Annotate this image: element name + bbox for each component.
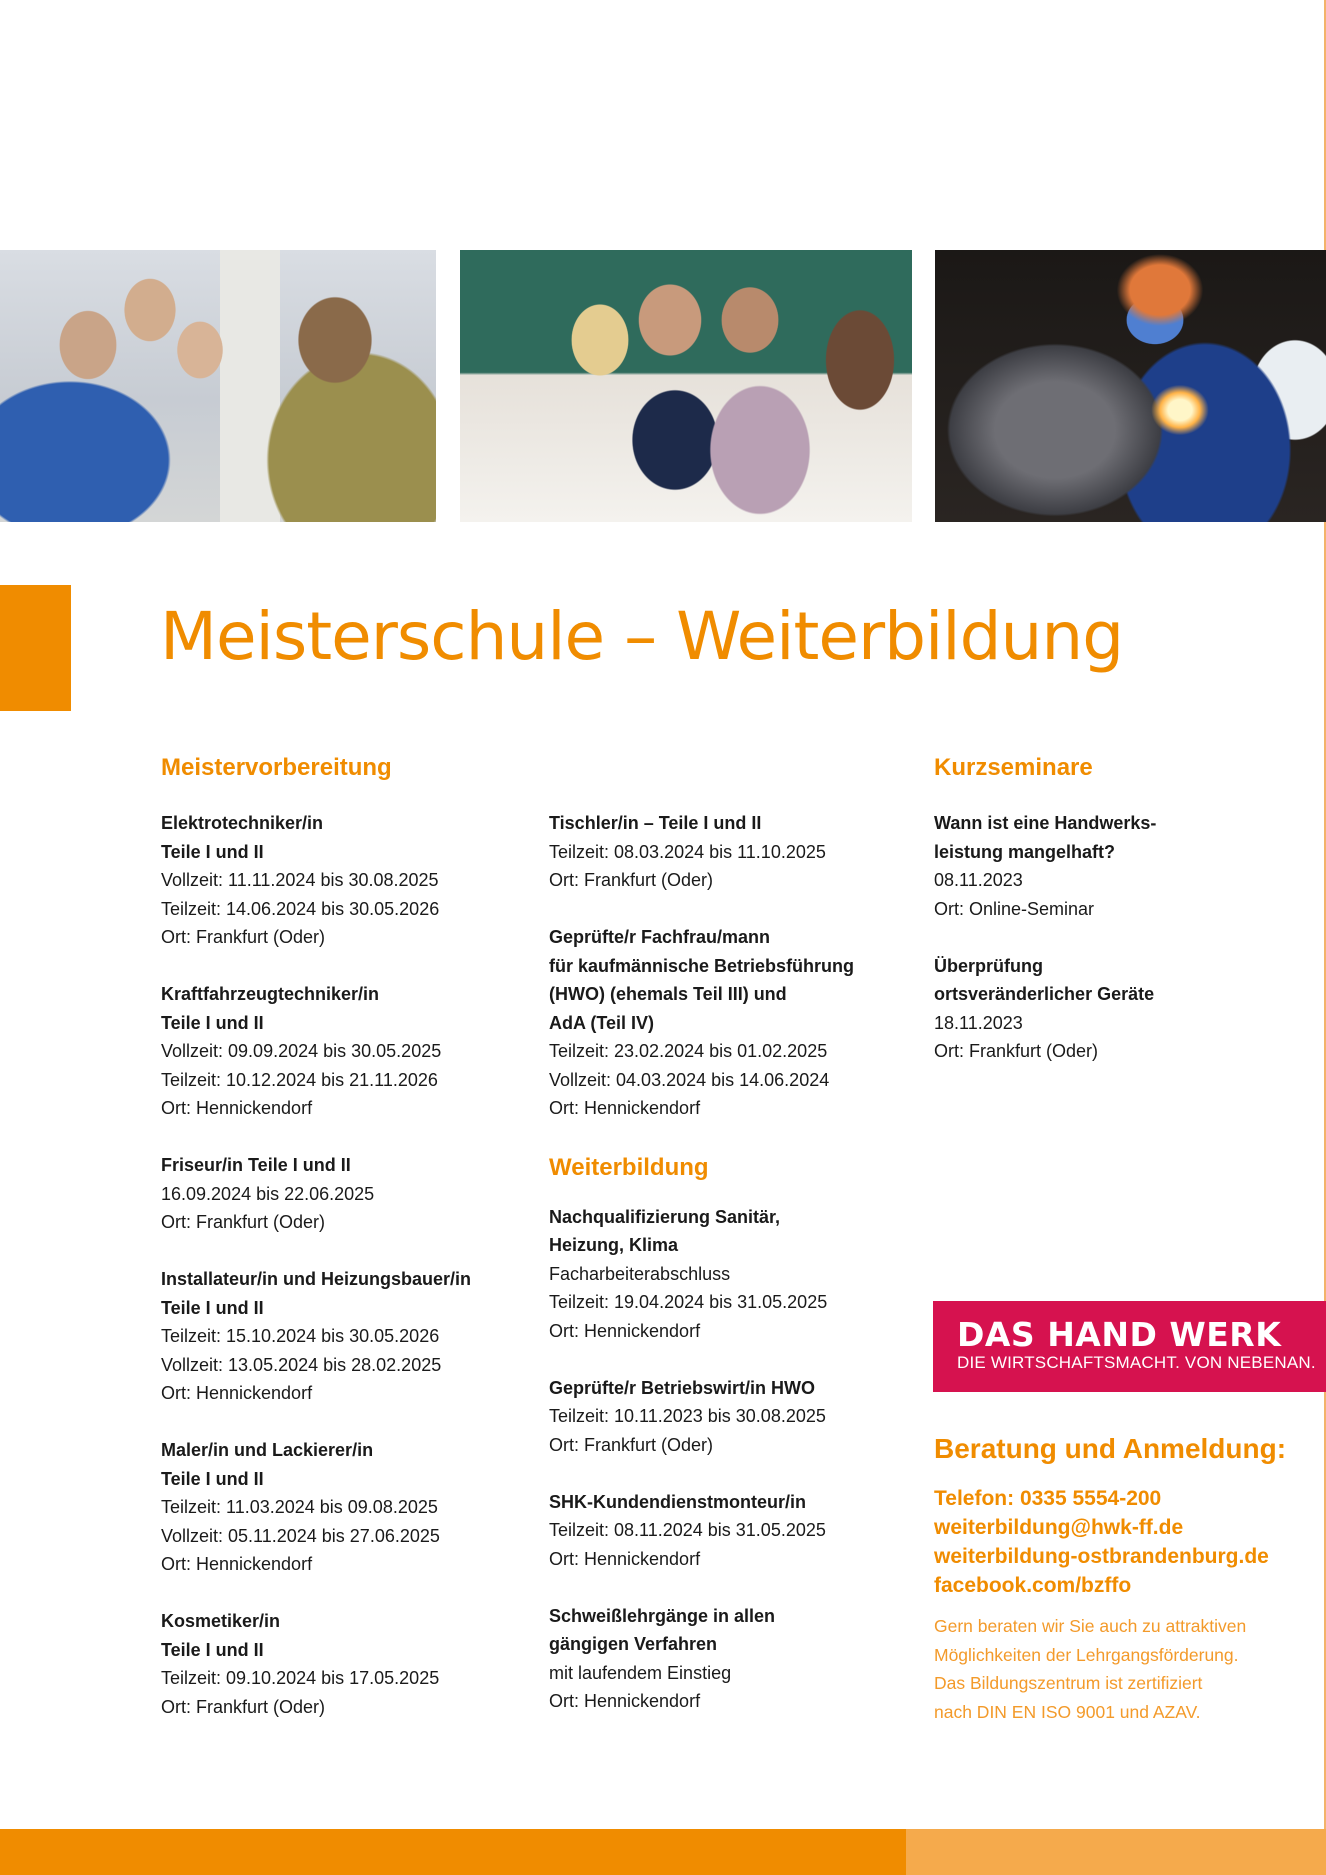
website-link[interactable]: weiterbildung-ostbrandenburg.de	[934, 1545, 1269, 1568]
note-line: Möglichkeiten der Lehrgangsförderung.	[934, 1644, 1239, 1665]
course-item	[161, 1151, 521, 1237]
course-schedule: Teilzeit: 19.04.2024 bis 31.05.2025	[549, 1292, 828, 1312]
accent-block	[0, 585, 71, 711]
course-location: Ort: Frankfurt (Oder)	[161, 927, 326, 947]
course-location: Ort: Frankfurt (Oder)	[161, 1212, 326, 1232]
course-title: Teile I und II	[161, 841, 264, 862]
course-item	[549, 1203, 909, 1346]
footer-bar-light	[906, 1829, 1326, 1875]
course-location: Ort: Frankfurt (Oder)	[549, 1434, 714, 1455]
course-schedule: Teilzeit: 10.11.2023 bis 30.08.2025	[549, 1406, 826, 1426]
course-schedule: Vollzeit: 13.05.2024 bis 28.02.2025	[161, 1354, 442, 1375]
page-title: Meisterschule – Weiterbildung	[160, 598, 1124, 675]
course-item	[161, 809, 521, 952]
course-title: gängigen Verfahren	[549, 1634, 718, 1654]
course-location: Ort: Frankfurt (Oder)	[161, 1696, 326, 1717]
course-item	[549, 1374, 909, 1460]
course-item	[161, 980, 521, 1123]
facebook-link[interactable]: facebook.com/bzffo	[934, 1574, 1132, 1597]
course-schedule: Vollzeit: 04.03.2024 bis 14.06.2024	[549, 1069, 830, 1090]
brand-main-text: DAS HAND WERK	[957, 1315, 1282, 1354]
phone-link[interactable]: Telefon: 0335 5554-200	[934, 1487, 1162, 1510]
course-date: 08.11.2023	[934, 870, 1023, 890]
course-title: Überprüfung	[934, 955, 1043, 976]
course-title: Heizung, Klima	[549, 1235, 679, 1255]
course-title: ortsveränderlicher Geräte	[934, 984, 1155, 1004]
footer-bar-dark	[0, 1829, 906, 1875]
course-schedule: Vollzeit: 09.09.2024 bis 30.05.2025	[161, 1041, 442, 1061]
course-qualification: Facharbeiterabschluss	[549, 1263, 731, 1284]
course-location: Ort: Hennickendorf	[549, 1691, 701, 1711]
course-location: Ort: Hennickendorf	[549, 1098, 701, 1118]
course-title: AdA (Teil IV)	[549, 1012, 654, 1033]
brand-slogan: DIE WIRTSCHAFTSMACHT. VON NEBENAN.	[957, 1353, 1316, 1372]
note-line: nach DIN EN ISO 9001 und AZAV.	[934, 1701, 1201, 1722]
course-title: Teile I und II	[161, 1012, 264, 1033]
course-schedule: Teilzeit: 08.11.2024 bis 31.05.2025	[549, 1520, 826, 1540]
course-location: Ort: Hennickendorf	[549, 1548, 701, 1569]
course-schedule: Teilzeit: 08.03.2024 bis 11.10.2025	[549, 841, 826, 862]
course-item	[161, 1436, 521, 1579]
course-title: Geprüfte/r Betriebswirt/in HWO	[549, 1377, 816, 1398]
das-handwerk-logo	[933, 1301, 1326, 1392]
course-item	[549, 1488, 909, 1574]
course-title: Tischler/in – Teile I und II	[549, 813, 762, 833]
course-title: Maler/in und Lackierer/in	[161, 1440, 374, 1460]
course-location: Ort: Online-Seminar	[934, 898, 1095, 919]
contact-section	[934, 1432, 1326, 1726]
course-title: Wann ist eine Handwerks-	[934, 813, 1157, 833]
course-title: Nachqualifizierung Sanitär,	[549, 1206, 781, 1227]
section-heading-weiterbildung: Weiterbildung	[549, 1153, 709, 1181]
course-location: Ort: Hennickendorf	[161, 1554, 313, 1574]
course-schedule: Teilzeit: 23.02.2024 bis 01.02.2025	[549, 1041, 828, 1061]
classroom-photo	[460, 250, 912, 522]
course-schedule: 16.09.2024 bis 22.06.2025	[161, 1183, 375, 1204]
note-line: Das Bildungszentrum ist zertifiziert	[934, 1673, 1203, 1693]
course-location: Ort: Hennickendorf	[549, 1320, 701, 1341]
course-title: für kaufmännische Betriebsführung	[549, 955, 855, 976]
column-kurzseminare	[934, 753, 1314, 1094]
section-heading-meistervorbereitung: Meistervorbereitung	[161, 754, 392, 781]
column-meistervorbereitung	[161, 753, 521, 1750]
course-title: Elektrotechniker/in	[161, 813, 324, 833]
course-schedule: Teilzeit: 14.06.2024 bis 30.05.2026	[161, 898, 440, 919]
course-title: Kosmetiker/in	[161, 1611, 281, 1631]
welding-photo	[935, 250, 1326, 522]
course-title: Teile I und II	[161, 1468, 264, 1489]
course-title: Schweißlehrgänge in allen	[549, 1605, 776, 1626]
course-title: Kraftfahrzeugtechniker/in	[161, 984, 380, 1004]
footer-bar	[0, 1829, 1326, 1875]
course-item	[934, 809, 1314, 923]
course-location: Ort: Hennickendorf	[161, 1383, 313, 1403]
course-title: Installateur/in und Heizungsbauer/in	[161, 1269, 472, 1289]
section-heading-kurzseminare: Kurzseminare	[934, 754, 1093, 781]
course-item	[549, 923, 909, 1123]
column-middle	[549, 809, 909, 1744]
contact-note	[934, 1612, 1326, 1726]
note-line: Gern beraten wir Sie auch zu attraktiven	[934, 1616, 1247, 1636]
course-location: Ort: Hennickendorf	[161, 1098, 313, 1118]
workshop-photo	[0, 250, 436, 522]
course-item	[161, 1607, 521, 1721]
email-link[interactable]: weiterbildung@hwk-ff.de	[934, 1516, 1184, 1539]
course-schedule: mit laufendem Einstieg	[549, 1662, 732, 1683]
course-location: Ort: Frankfurt (Oder)	[934, 1041, 1099, 1061]
course-title: Geprüfte/r Fachfrau/mann	[549, 927, 771, 947]
course-schedule: Teilzeit: 15.10.2024 bis 30.05.2026	[161, 1326, 440, 1346]
course-item	[161, 1265, 521, 1408]
course-schedule: Teilzeit: 09.10.2024 bis 17.05.2025	[161, 1668, 440, 1688]
course-schedule: Teilzeit: 10.12.2024 bis 21.11.2026	[161, 1069, 438, 1090]
course-schedule: Vollzeit: 11.11.2024 bis 30.08.2025	[161, 870, 439, 890]
course-item	[934, 952, 1314, 1066]
contact-heading: Beratung und Anmeldung:	[934, 1433, 1287, 1464]
course-schedule: Teilzeit: 11.03.2024 bis 09.08.2025	[161, 1497, 438, 1517]
course-location: Ort: Frankfurt (Oder)	[549, 870, 714, 890]
course-schedule: Vollzeit: 05.11.2024 bis 27.06.2025	[161, 1525, 440, 1546]
course-date: 18.11.2023	[934, 1012, 1023, 1033]
course-title: Teile I und II	[161, 1639, 264, 1660]
course-title: leistung mangelhaft?	[934, 841, 1116, 862]
course-title: Friseur/in Teile I und II	[161, 1155, 351, 1175]
course-title: (HWO) (ehemals Teil III) und	[549, 984, 787, 1004]
course-item	[549, 1602, 909, 1716]
course-item	[549, 809, 909, 895]
course-title: SHK-Kundendienstmonteur/in	[549, 1491, 806, 1512]
course-title: Teile I und II	[161, 1297, 264, 1318]
